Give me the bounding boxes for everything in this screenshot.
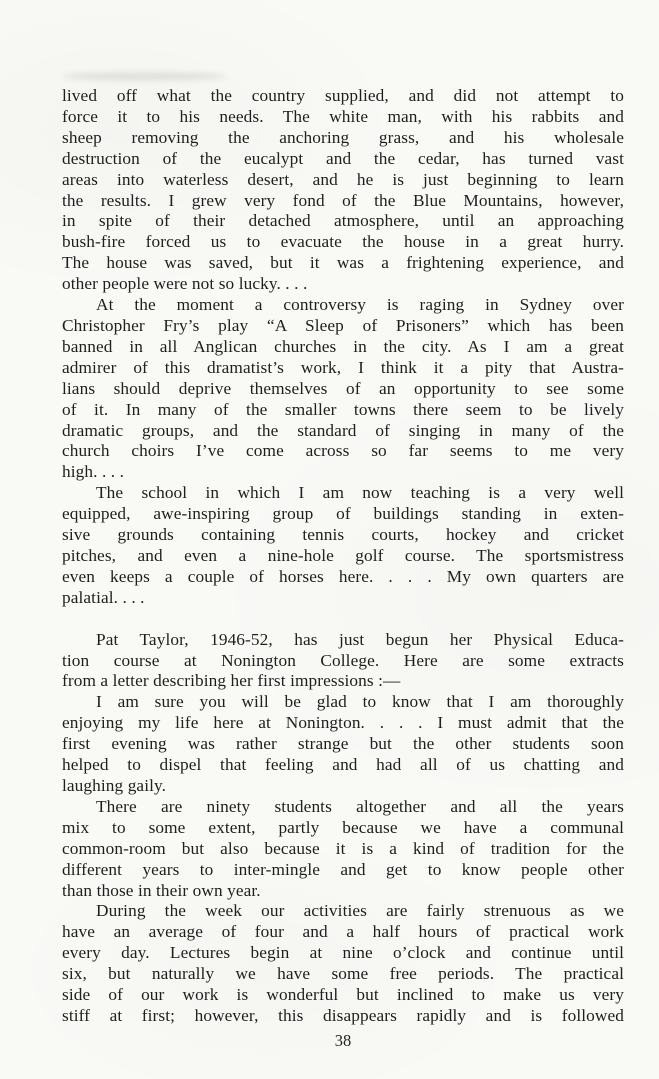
text-line: admirer of this dramatist’s work, I think it a pity that Austra- <box>62 357 624 377</box>
text-line: even keeps a couple of horses here. . . . My own quarters are <box>62 566 624 586</box>
text-line: church choirs I’ve come across so far seems to me very <box>62 441 624 461</box>
text-line: the results. I grew very fond of the Blue Mountains, however, <box>62 190 624 210</box>
scan-smudge-artifact <box>62 72 227 81</box>
text-line: different years to inter-mingle and get to know people other <box>62 859 624 879</box>
text-line: pitches, and even a nine-hole golf course. The sportsmistress <box>62 545 624 565</box>
text-line: high. . . . <box>62 462 125 482</box>
text-line: enjoying my life here at Nonington. . . . I must admit that the <box>62 713 624 733</box>
text-line: palatial. . . . <box>62 587 145 607</box>
text-line: During the week our activities are fairly strenuous as we <box>96 901 624 921</box>
text-line: every day. Lectures begin at nine o’clock and continue until <box>62 943 624 963</box>
text-line: There are ninety students altogether and all the years <box>96 796 624 816</box>
text-line: side of our work is wonderful but inclined to make us very <box>62 985 624 1005</box>
text-line: helped to dispel that feeling and had all of us chatting and <box>62 755 624 775</box>
paragraph <box>62 295 624 483</box>
text-line: first evening was rather strange but the other students soon <box>62 734 624 754</box>
text-line: laughing gaily. <box>62 776 167 795</box>
text-line: banned in all Anglican churches in the city. As I am a great <box>62 336 624 356</box>
text-line: mix to some extent, partly because we have a communal <box>62 817 624 837</box>
paragraph <box>62 901 624 1026</box>
text-line: tion course at Nonington College. Here are some extracts <box>62 650 624 670</box>
text-line: stiff at first; however, this disappears rapidly and is followed <box>62 1005 624 1025</box>
text-line: have an average of four and a half hours of practical work <box>62 922 624 942</box>
text-line: At the moment a controversy is raging in Sydney over <box>96 295 624 315</box>
text-line: destruction of the eucalypt and the cedar, has turned vast <box>62 148 624 168</box>
text-line: lians should deprive themselves of an opportunity to see some <box>62 378 624 398</box>
text-line: Christopher Fry’s play “A Sleep of Prisoners” which has been <box>62 315 624 335</box>
text-line: force it to his needs. The white man, with his rabbits and <box>62 106 624 126</box>
text-line: lived off what the country supplied, and did not attempt to <box>62 86 624 105</box>
text-line: dramatic groups, and the standard of singing in many of the <box>62 420 624 440</box>
text-line: The house was saved, but it was a frightening experience, and <box>62 253 624 273</box>
page-text-block <box>62 86 624 1027</box>
paragraph <box>62 86 624 295</box>
text-line: six, but naturally we have some free periods. The practical <box>62 964 624 984</box>
text-line: sive grounds containing tennis courts, hockey and cricket <box>62 525 624 545</box>
text-line: I am sure you will be glad to know that I am thoroughly <box>96 692 624 712</box>
paragraph <box>62 483 624 608</box>
text-line: areas into waterless desert, and he is just beginning to learn <box>62 169 624 189</box>
text-line: The school in which I am now teaching is a very well <box>96 483 624 503</box>
text-line: bush-fire forced us to evacuate the house in a great hurry. <box>62 232 624 252</box>
text-line: than those in their own year. <box>62 880 261 900</box>
paragraph <box>62 797 624 902</box>
text-line: of it. In many of the smaller towns there seem to be lively <box>62 399 624 419</box>
text-line: common-room but also because it is a kind of tradition for the <box>62 838 624 858</box>
text-line: Pat Taylor, 1946-52, has just begun her Physical Educa- <box>96 629 624 649</box>
text-line: in spite of their detached atmosphere, until an approaching <box>62 211 624 231</box>
text-line: from a letter describing her first impressions :— <box>62 671 401 691</box>
text-line: other people were not so lucky. . . . <box>62 274 308 294</box>
text-line: equipped, awe-inspiring group of buildings standing in exten- <box>62 504 624 524</box>
text-line: sheep removing the anchoring grass, and his wholesale <box>62 127 624 147</box>
paragraph <box>62 630 624 693</box>
page-number: 38 <box>334 1031 352 1050</box>
paragraph <box>62 692 624 797</box>
